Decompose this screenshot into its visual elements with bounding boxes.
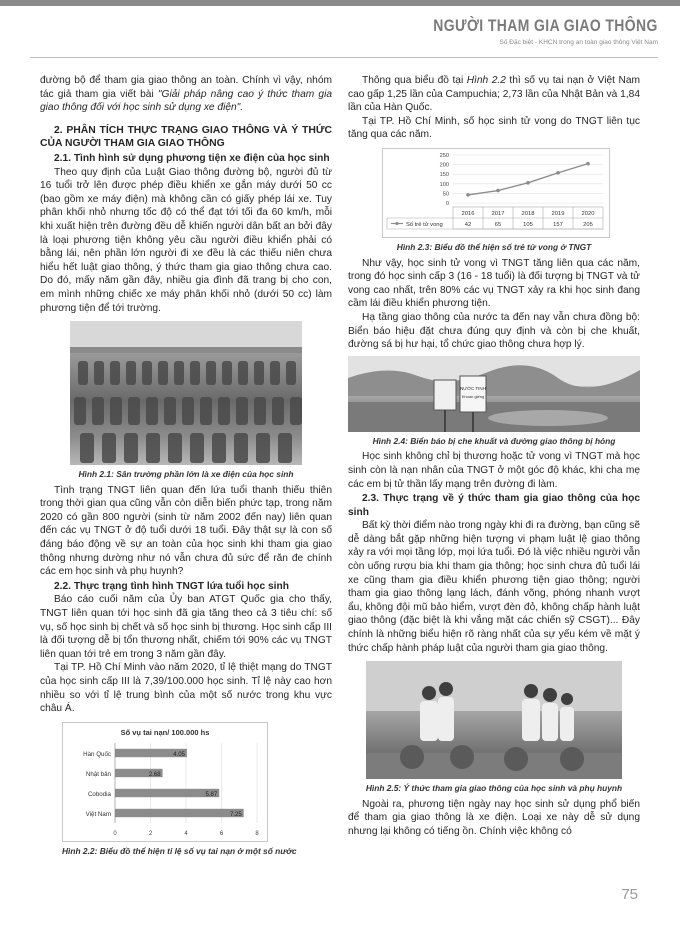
bar-chart-svg	[63, 723, 267, 841]
header-rule	[30, 57, 658, 58]
paragraph: Học sinh không chỉ bị thương hoặc tử vong vì TNGT mà học sinh còn là nạn nhân của TNGT ở một góc độ khác, khi cha mẹ các em bị tử thần lấy mạng trên đường đi làm.	[348, 451, 640, 490]
data-point	[526, 181, 530, 185]
data-point	[496, 189, 500, 193]
paragraph: Như vậy, học sinh tử vong vì TNGT tăng liên qua các năm, trong đó học sinh cấp 3 (16 - 18 tuổi) là đối tượng bị TNGT và tử vong cao nhất, trên 80% các vụ TNGT xảy ra khi học sinh đang cầm lái điều khiển phương tiện.	[348, 257, 640, 310]
paragraph: Tình trạng TNGT liên quan đến lứa tuổi thanh thiếu thiên trong thời gian qua cũng vẫn còn diễn biến phức tạp, trong năm 2020 có gần 800 người (sinh từ năm 2002 đến nay) liên quan đến các vụ TNGT ở độ tuổi dưới 18 tuổi. Đây thật sự là con số đáng báo động về sự an toàn của học sinh khi tham gia giao thông nhưng dường như nó vẫn chưa đủ sức để răn đe chính các em học sinh và phụ huynh?	[40, 484, 332, 578]
section-heading-2-3: 2.3. Thực trạng về ý thức tham gia giao thông của học sinh	[348, 493, 640, 518]
right-column	[348, 74, 640, 839]
paragraph	[348, 74, 640, 115]
figure-ref: Hình 2.2	[466, 75, 506, 86]
legend-marker	[395, 222, 398, 225]
header-subtitle: Số Đặc biệt - KHCN trong an toàn giao thông Việt Nam	[499, 39, 658, 46]
section-heading-2-2: 2.2. Thực trạng tình hình TNGT lứa tuổi học sinh	[54, 580, 289, 592]
paragraph: Ngoài ra, phương tiện ngày nay học sinh sử dụng phổ biến để tham gia giao thông là xe điện. Loại xe này dễ sử dụng nhưng lại không có tiếng ồn. Chính việc không có	[348, 798, 640, 837]
figure-2-5-caption: Hình 2.5: Ý thức tham gia giao thông của học sinh và phụ huynh	[365, 783, 623, 794]
y-tick-label: 250	[439, 152, 449, 159]
data-label: 42	[464, 221, 472, 228]
header-bar	[0, 0, 680, 6]
paragraph: Hạ tầng giao thông của nước ta đến nay vẫn chưa đồng bộ: Biển báo hiệu đặt chưa đúng quy định và còn bị che khuất, đường sá bị hư hại, tổ chức giao thông chưa hợp lý.	[348, 311, 640, 351]
sign-text: NƯỚC TINH	[460, 385, 486, 391]
x-tick-label: 2019	[551, 210, 565, 217]
sign-text: Khoan giếng	[461, 393, 485, 399]
section-heading-2: 2. PHÂN TÍCH THỰC TRẠNG GIAO THÔNG VÀ Ý THỨC CỦA NGƯỜI THAM GIA GIAO THÔNG	[40, 124, 332, 150]
paragraph: Báo cáo cuối năm của Ủy ban ATGT Quốc gia cho thấy, TNGT liên quan tới học sinh đã gia tăng theo cả 3 tiêu chí: số vụ, số học sinh bị chết và số học sinh bị thương. Học sinh cấp III là đối tượng dễ bị tổn thương nhất, chiếm tới 90% các vụ TNGT liên quan tới trẻ em trong 3 năm gần đây.	[40, 594, 332, 660]
text: đường bộ để tham gia giao thông an toàn. Chính vì vậy, nhóm tác giả tham gia viết bài	[40, 75, 332, 100]
data-point	[466, 193, 470, 197]
figure-2-2-chart	[62, 722, 268, 842]
students-on-motorbikes-image	[366, 661, 622, 779]
bar	[115, 809, 244, 817]
paragraph: Theo quy định của Luật Giao thông đường bộ, người đủ từ 16 tuổi trở lên được phép điều khiển xe gắn máy dưới 50 cc (bao gồm xe máy điện) mà không cần có giấy phép lái xe. Tuy phân khối nhỏ nhưng tốc độ có thể đạt tới tối đa 60 km/h, mỗi khi xuất hiện trên đường đều dễ khiến người dân bất an bởi đây là loại phương tiện không yêu cầu người điều khiển phải có bằng lái, nên phần lớn người đi xe đều là các thiếu niên chưa hiểu hết luật giao thông, ý thức tham gia giao thông chưa cao. Do đó, mấy năm gần đây, nhiều gia đình đã trang bị cho con, em mình những chiếc xe máy phân khối nhỏ (dưới 50 cc) làm phương tiện để tới trường.	[40, 166, 332, 314]
x-tick-label: 2017	[491, 210, 505, 217]
data-label: 2.68	[148, 771, 161, 778]
paragraph: Tại TP. Hồ Chí Minh, số học sinh tử vong do TNGT liên tục tăng qua các năm.	[348, 115, 640, 141]
y-tick-label: 150	[439, 172, 449, 179]
damaged-road-image	[348, 356, 640, 432]
figure-2-1-caption: Hình 2.1: Sân trường phần lớn là xe điện của học sinh	[78, 469, 294, 480]
data-point	[586, 162, 590, 166]
category-label: Nhật bản	[85, 770, 111, 778]
y-tick-label: 100	[439, 181, 449, 188]
category-label: Việt Nam	[85, 810, 111, 818]
figure-2-3-caption: Hình 2.3: Biểu đồ thể hiện số trẻ tử vong ở TNGT	[396, 241, 592, 252]
paragraph: Tại TP. Hồ Chí Minh vào năm 2020, tỉ lệ thiệt mạng do TNGT của học sinh cấp III là 7,39/100.000 học sinh. Tỉ lệ này cao hơn nhiều so với tỉ lệ trung bình của một số nước trong khu vực châu Á.	[40, 662, 332, 715]
paragraph	[40, 74, 332, 115]
section-heading-2-1: 2.1. Tình hình sử dụng phương tiện xe điện của học sinh	[54, 152, 330, 164]
figure-2-2-caption: Hình 2.2: Biểu đồ thể hiện tỉ lệ số vụ tai nạn ở một số nước	[62, 845, 297, 856]
page-header	[0, 0, 680, 58]
chart-title: Số vụ tai nạn/ 100.000 hs	[120, 727, 210, 737]
page-number: 75	[621, 886, 638, 903]
category-label: Hàn Quốc	[83, 750, 111, 758]
y-tick-label: 50	[442, 191, 449, 198]
legend-label: Số trẻ tử vong	[406, 221, 443, 228]
data-label: 4.05	[173, 751, 185, 758]
x-tick-label: 6	[219, 830, 224, 837]
article-title-italic: "Giải pháp nâng cao ý thức tham gia giao thông đối với học sinh sử dụng xe điện".	[40, 88, 333, 114]
parking-lot-image	[70, 321, 302, 465]
data-label: 105	[523, 221, 533, 228]
figure-2-1-photo	[70, 321, 302, 465]
series-line	[468, 164, 588, 195]
data-point	[556, 171, 560, 175]
figure-2-4-caption: Hình 2.4: Biển báo bị che khuất và đường giao thông bị hỏng	[372, 435, 616, 446]
data-label: 157	[553, 221, 563, 228]
figure-2-3-chart	[382, 148, 610, 238]
data-label: 5.87	[205, 791, 218, 798]
category-label: Cobodia	[87, 790, 111, 798]
header-title: NGƯỜI THAM GIA GIAO THÔNG	[433, 16, 658, 35]
x-tick-label: 8	[255, 830, 259, 837]
text: thì số vụ tai nạn ở Việt Nam cao gấp 1,25 lần của Campuchia; 2,73 lần của Nhật Bản và 1,84 lần của Hàn Quốc.	[348, 75, 641, 114]
data-label: 205	[583, 221, 593, 228]
left-column	[40, 74, 332, 860]
figure-2-4-photo	[348, 356, 640, 432]
x-tick-label: 0	[113, 830, 117, 837]
y-tick-label: 0	[445, 200, 449, 207]
bar	[115, 789, 219, 797]
x-tick-label: 2	[148, 830, 153, 837]
x-tick-label: 4	[184, 830, 188, 837]
line-chart-svg	[383, 149, 609, 237]
text: Thông qua biểu đồ tại	[362, 75, 467, 86]
paragraph: Bất kỳ thời điểm nào trong ngày khi đi ra đường, bạn cũng sẽ dễ dàng bắt gặp những hiện tượng vi phạm luật lệ giao thông xảy ra với mọi tầng lớp, mọi lứa tuổi. Đó là việc nhiều người vẫn còn uống rượu bia khi tham gia thông; học sinh chưa đủ tuổi lái xe cũng tham gia điều khiển phương tiện giao thông; người tham gia giao thông lạng lách, đánh võng, phóng nhanh vượt ẩu, không đội mũ bảo hiểm, vượt đèn đỏ, không chấp hành luật giao thông (đặc biệt là khi vắng mặt các chiến sỹ CSGT)... Đây chính là những biểu hiện rõ ràng nhất của sự yếu kém về mặt ý thức chấp hành pháp luật của người tham gia giao thông.	[348, 520, 640, 654]
figure-2-5-photo	[366, 661, 622, 779]
x-tick-label: 2016	[461, 210, 475, 217]
x-tick-label: 2020	[581, 210, 595, 217]
data-label: 7.25	[230, 811, 242, 818]
x-tick-label: 2018	[521, 210, 535, 217]
data-label: 65	[494, 221, 502, 228]
y-tick-label: 200	[439, 162, 449, 169]
